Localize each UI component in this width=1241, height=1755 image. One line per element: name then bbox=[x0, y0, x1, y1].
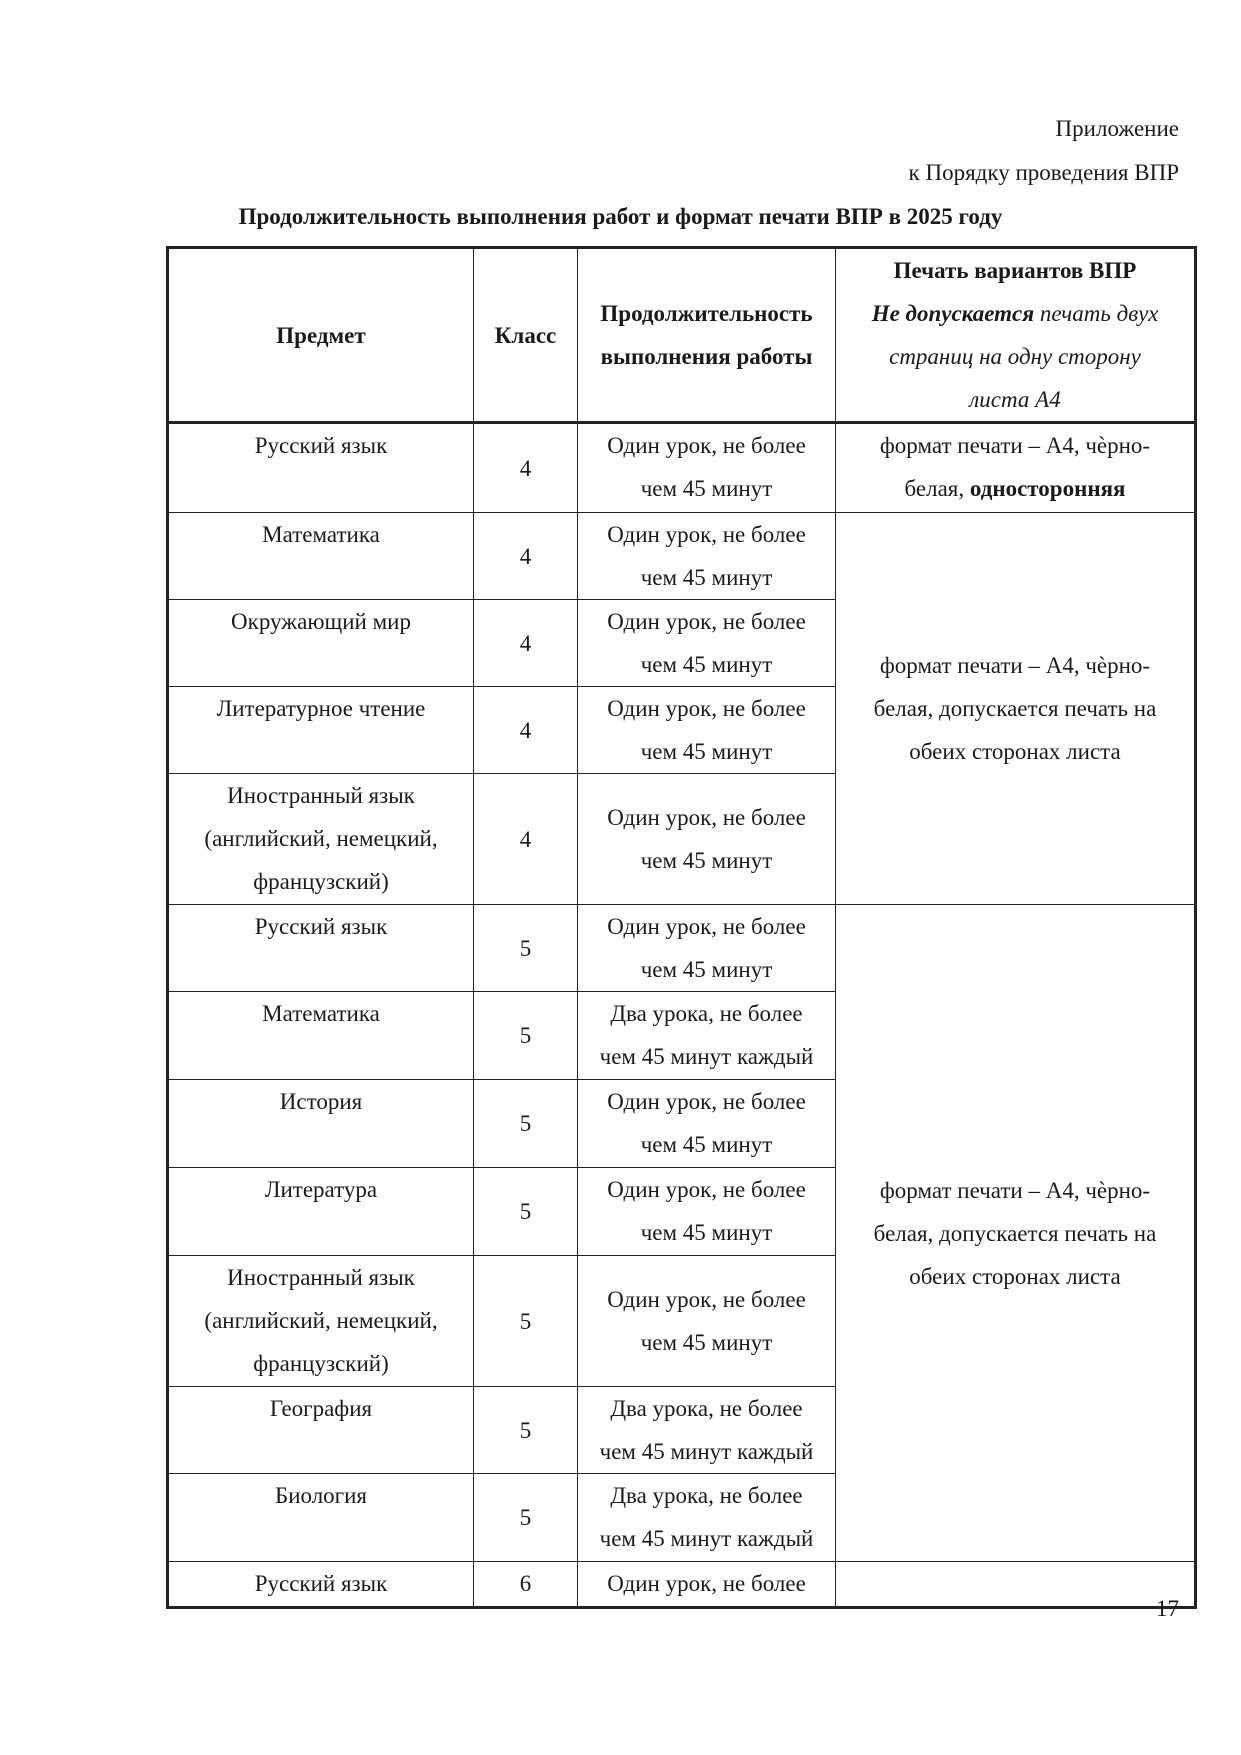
grade-cell: 5 bbox=[474, 1080, 578, 1168]
grade-cell: 6 bbox=[474, 1562, 578, 1608]
grade-cell: 4 bbox=[474, 687, 578, 774]
table-row bbox=[168, 513, 1196, 600]
subject-cell: Русский язык bbox=[168, 1562, 474, 1608]
duration-cell: Один урок, не более чем 45 минут bbox=[578, 513, 836, 600]
table-row bbox=[168, 905, 1196, 992]
print-format-cell: формат печати – А4, чѐрно- белая, допускается печать на обеих сторонах листа bbox=[836, 905, 1196, 1562]
grade-cell: 4 bbox=[474, 774, 578, 905]
subject-cell: Литературное чтение bbox=[168, 687, 474, 774]
print-format-cell: формат печати – А4, чѐрно- белая, допускается печать на обеих сторонах листа bbox=[836, 513, 1196, 905]
header-grade: Класс bbox=[474, 248, 578, 423]
subject-cell: Русский язык bbox=[168, 905, 474, 992]
print-format-cell bbox=[836, 1562, 1196, 1608]
header-subject: Предмет bbox=[168, 248, 474, 423]
grade-cell: 5 bbox=[474, 1168, 578, 1256]
subject-cell: Математика bbox=[168, 513, 474, 600]
grade-cell: 5 bbox=[474, 1387, 578, 1474]
duration-cell: Два урока, не более чем 45 минут каждый bbox=[578, 1387, 836, 1474]
duration-cell: Один урок, не более чем 45 минут bbox=[578, 1168, 836, 1256]
duration-cell: Один урок, не более чем 45 минут bbox=[578, 423, 836, 513]
duration-cell: Один урок, не более чем 45 минут bbox=[578, 600, 836, 687]
grade-cell: 4 bbox=[474, 423, 578, 513]
subject-cell: История bbox=[168, 1080, 474, 1168]
duration-cell: Один урок, не более чем 45 минут bbox=[578, 1080, 836, 1168]
subject-cell: Литература bbox=[168, 1168, 474, 1256]
header-duration-line1: Продолжительность bbox=[600, 301, 813, 326]
subject-cell: Русский язык bbox=[168, 423, 474, 513]
duration-cell: Один урок, не более чем 45 минут bbox=[578, 905, 836, 992]
header-print-italic2: страниц на одну сторону bbox=[889, 344, 1141, 369]
duration-cell: Один урок, не более чем 45 минут bbox=[578, 687, 836, 774]
header-print-line1: Печать вариантов ВПР bbox=[893, 258, 1137, 283]
print-format-cell: формат печати – А4, чѐрно- белая, односторонняя bbox=[836, 423, 1196, 513]
subject-cell: Окружающий мир bbox=[168, 600, 474, 687]
table-row bbox=[168, 1562, 1196, 1608]
grade-cell: 4 bbox=[474, 600, 578, 687]
subject-cell: Иностранный язык (английский, немецкий, французский) bbox=[168, 1256, 474, 1387]
header-print-not-allowed: Не допускается bbox=[871, 301, 1035, 326]
duration-cell: Два урока, не более чем 45 минут каждый bbox=[578, 992, 836, 1080]
subject-cell: География bbox=[168, 1387, 474, 1474]
header-print bbox=[836, 248, 1196, 423]
grade-cell: 5 bbox=[474, 905, 578, 992]
grade-cell: 4 bbox=[474, 513, 578, 600]
grade-cell: 5 bbox=[474, 1256, 578, 1387]
duration-cell: Один урок, не более чем 45 минут bbox=[578, 774, 836, 905]
grade-cell: 5 bbox=[474, 992, 578, 1080]
page-number: 17 bbox=[1156, 1596, 1179, 1621]
subject-cell: Математика bbox=[168, 992, 474, 1080]
duration-cell: Один урок, не более bbox=[578, 1562, 836, 1608]
subject-cell: Биология bbox=[168, 1474, 474, 1562]
duration-cell: Один урок, не более чем 45 минут bbox=[578, 1256, 836, 1387]
subject-cell: Иностранный язык (английский, немецкий, французский) bbox=[168, 774, 474, 905]
appendix-label: Приложение bbox=[1055, 116, 1179, 141]
table-header-row bbox=[168, 248, 1196, 423]
header-duration bbox=[578, 248, 836, 423]
vpr-schedule-table bbox=[166, 246, 1197, 1609]
header-print-italic1: печать двух bbox=[1034, 301, 1159, 326]
header-duration-line2: выполнения работы bbox=[600, 344, 813, 369]
table-row bbox=[168, 423, 1196, 513]
header-print-italic3: листа А4 bbox=[969, 387, 1061, 412]
document-title: Продолжительность выполнения работ и формат печати ВПР в 2025 году bbox=[238, 204, 1003, 229]
grade-cell: 5 bbox=[474, 1474, 578, 1562]
duration-cell: Два урока, не более чем 45 минут каждый bbox=[578, 1474, 836, 1562]
appendix-reference: к Порядку проведения ВПР bbox=[908, 160, 1179, 185]
